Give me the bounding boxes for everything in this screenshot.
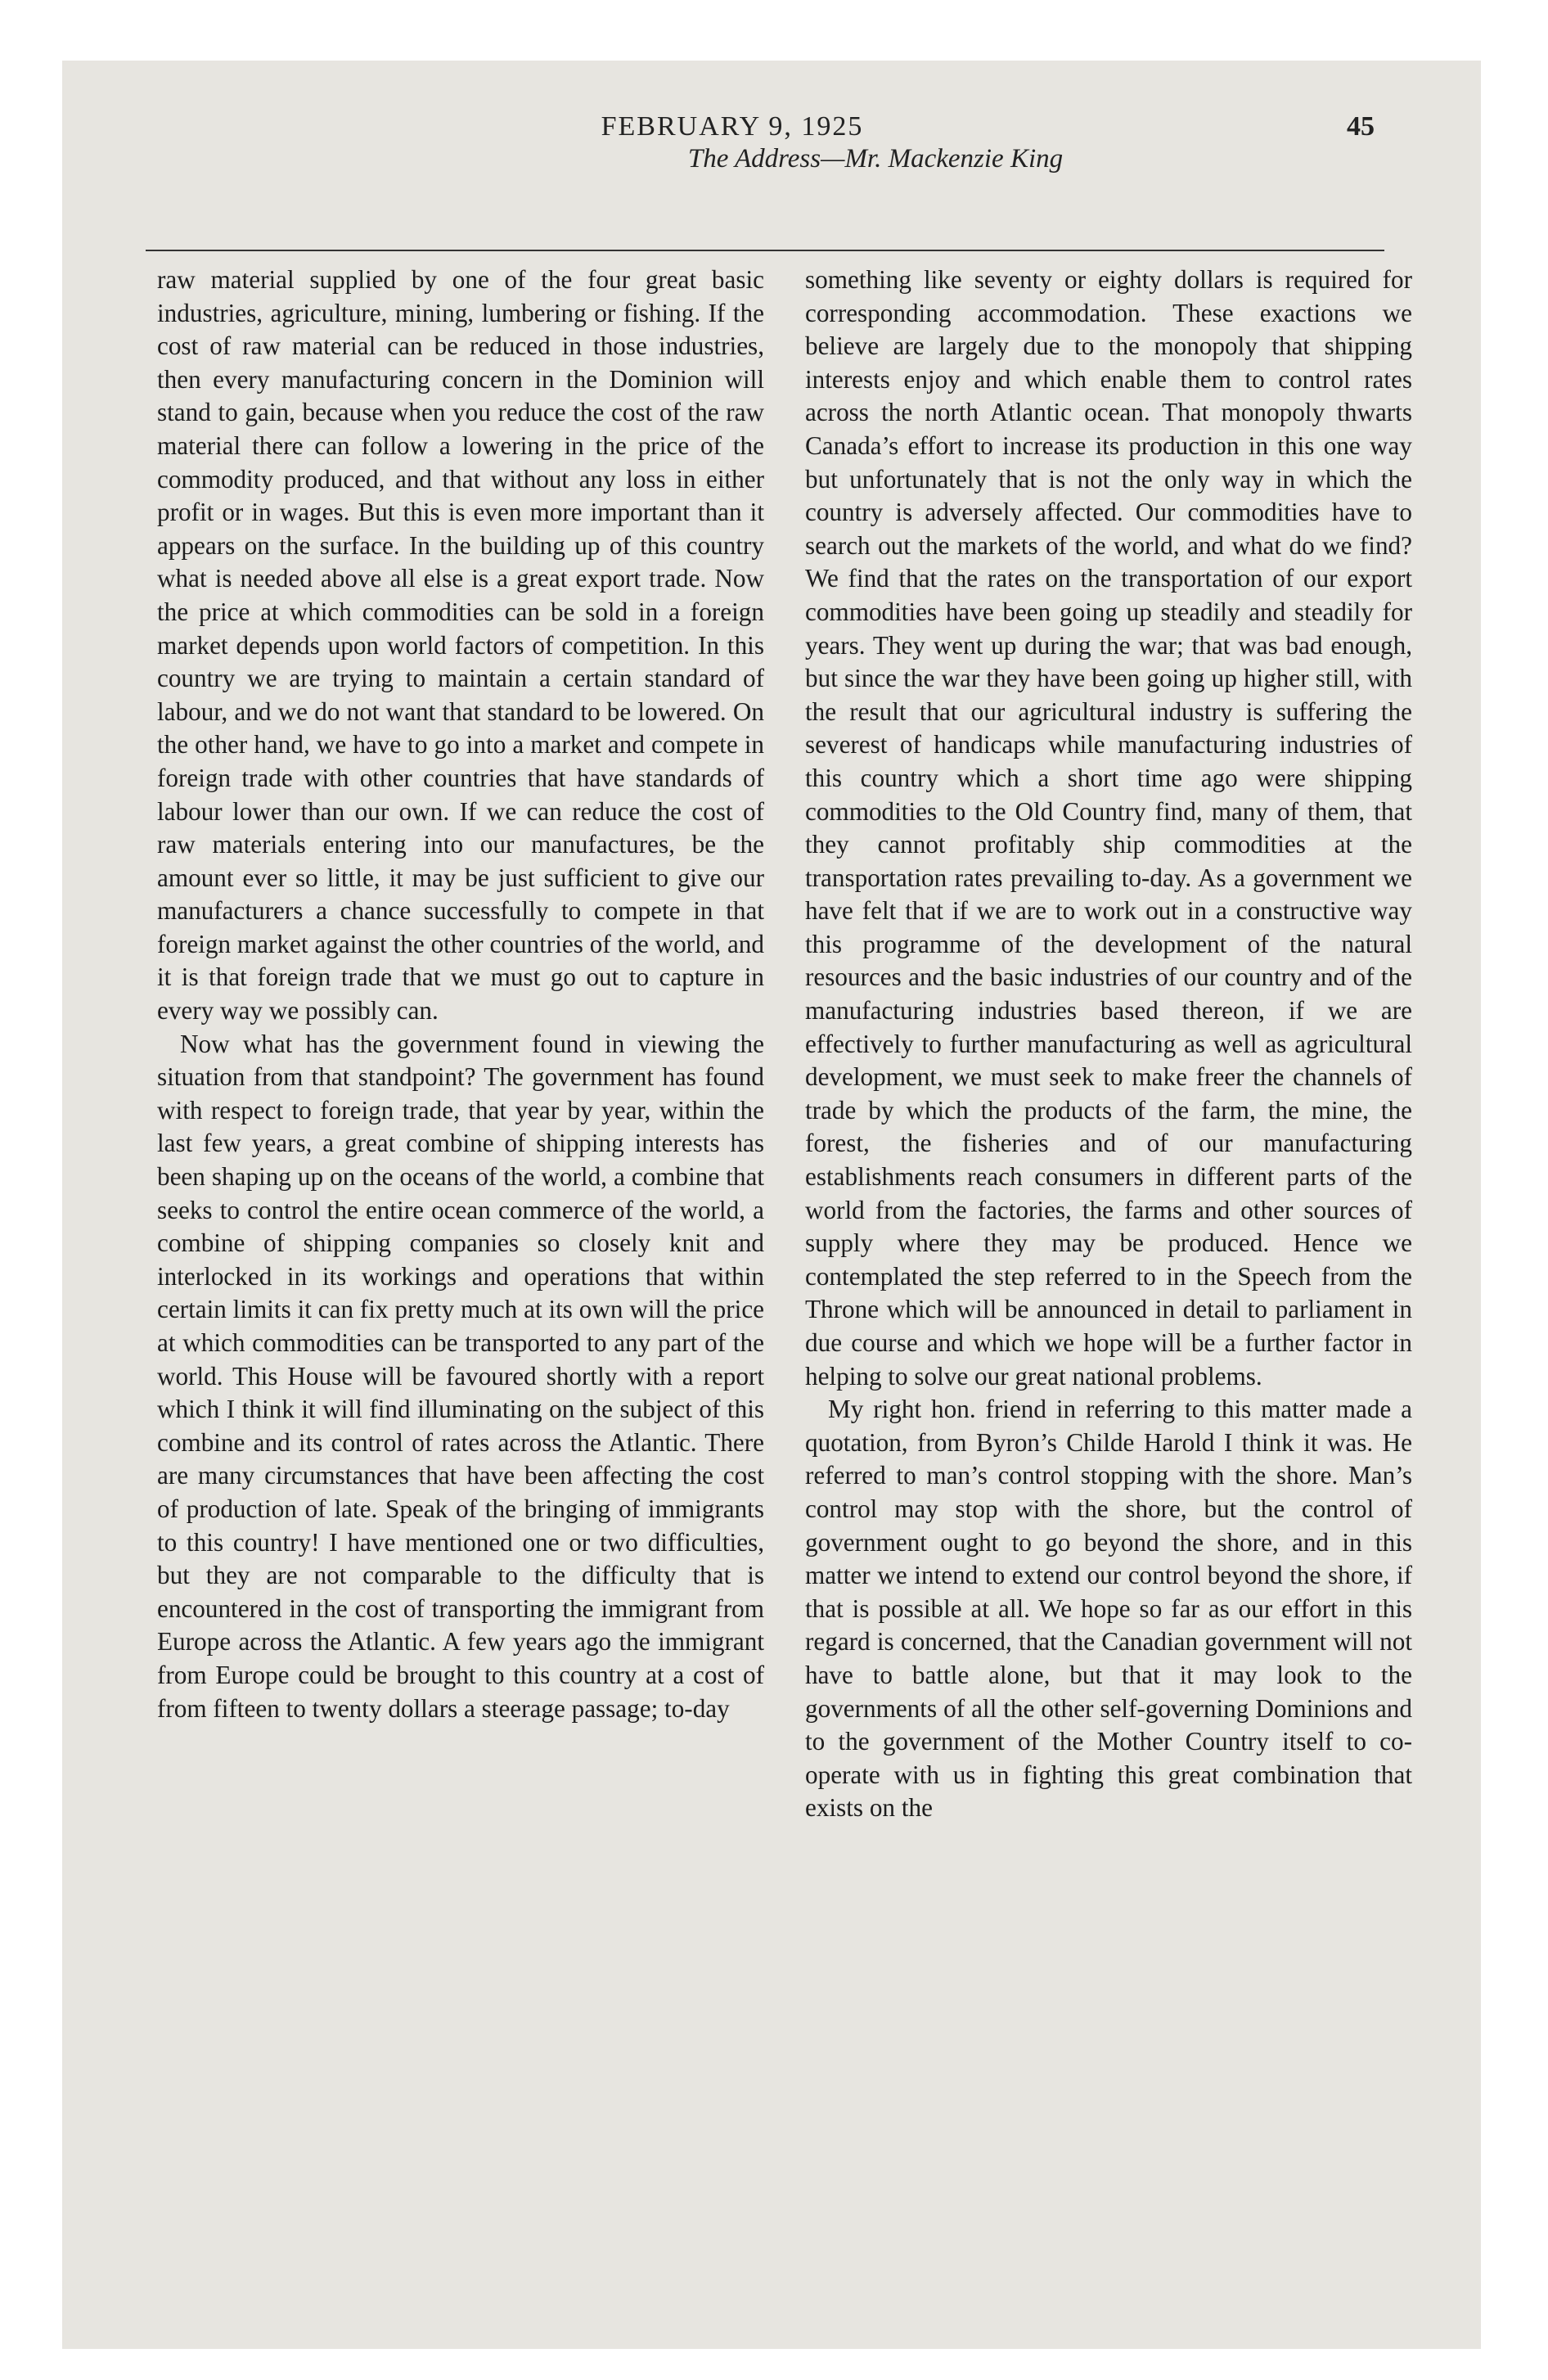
page-number: 45 xyxy=(1347,111,1375,142)
left-column xyxy=(157,264,764,1725)
header-date: FEBRUARY 9, 1925 xyxy=(601,111,864,142)
right-paragraph-1: something like seventy or eighty dollars is required for corresponding accommodation. These exactions we believe are largely due to the monopoly that shipping interests enjoy and which enable them to control rates across the north Atlantic ocean. That monopoly thwarts Canada’s effort to increase its production in this one way but unfortunately that is not the only way in which the country is adversely affected. Our commodities have to search out the markets of the world, and what do we find? We find that the rates on the transportation of our export commodities have been going up steadily and steadily for years. They went up during the war; that was bad enough, but since the war they have been going up higher still, with the result that our agricultural industry is suffering the severest of handicaps while manufacturing industries of this country which a short time ago were shipping commodities to the Old Country find, many of them, that they cannot profitably ship commodities at the transportation rates prevailing to-day. As a government we have felt that if we are to work out in a constructive way this programme of the development of the natural resources and the basic industries of our country and of the manufacturing industries based thereon, if we are effectively to further manufacturing as well as agricultural development, we must seek to make freer the channels of trade by which the products of the farm, the mine, the forest, the fisheries and of our manufacturing establishments reach consumers in different parts of the world from the factories, the farms and other sources of supply where they may be produced. Hence we contemplated the step referred to in the Speech from the Throne which will be announced in detail to parliament in due course and which we hope will be a further factor in helping to solve our great national problems. xyxy=(805,265,1412,1391)
right-paragraph-2: My right hon. friend in referring to this matter made a quotation, from Byron’s Childe Harold I think it was. He referred to man’s control stopping with the shore. Man’s control may stop with the shore, but the control of government ought to go beyond the shore, and in this matter we intend to extend our control beyond the shore, if that is possible at all. We hope so far as our effort in this regard is concerned, that the Canadian government will not have to battle alone, but that it may look to the governments of all the other self-governing Dominions and to the government of the Mother Country itself to co-operate with us in fighting this great combination that exists on the xyxy=(805,1395,1412,1823)
right-column xyxy=(805,264,1412,1825)
left-paragraph-1: raw material supplied by one of the four great basic industries, agriculture, mining, lumbering or fishing. If the cost of raw material can be reduced in those industries, then every manufacturing concern in the Dominion will stand to gain, because when you reduce the cost of the raw material there can follow a lowering in the price of the commodity produced, and that without any loss in either profit or in wages. But this is even more important than it appears on the surface. In the building up of this country what is needed above all else is a great export trade. Now the price at which commodities can be sold in a foreign market depends upon world factors of competition. In this country we are trying to maintain a certain standard of labour, and we do not want that standard to be lowered. On the other hand, we have to go into a market and compete in foreign trade with other countries that have standards of labour lower than our own. If we can reduce the cost of raw materials entering into our manufactures, be the amount ever so little, it may be just sufficient to give our manufacturers a chance successfully to compete in that foreign market against the other countries of the world, and it is that foreign trade that we must go out to capture in every way we possibly can. xyxy=(157,265,764,1025)
running-subheading: The Address—Mr. Mackenzie King xyxy=(687,144,1064,174)
left-paragraph-2: Now what has the government found in viewing the situation from that standpoint? The government has found with respect to foreign trade, that year by year, within the last few years, a great combine of shipping interests has been shaping up on the oceans of the world, a combine that seeks to control the entire ocean commerce of the world, a combine of shipping companies so closely knit and interlocked in its workings and operations that within certain limits it can fix pretty much at its own will the price at which commodities can be transported to any part of the world. This House will be favoured shortly with a report which I think it will find illuminating on the subject of this combine and its control of rates across the Atlantic. There are many circumstances that have been affecting the cost of production of late. Speak of the bringing of immigrants to this country! I have mentioned one or two difficulties, but they are not comparable to the difficulty that is encountered in the cost of transporting the immigrant from Europe across the Atlantic. A few years ago the immigrant from Europe could be brought to this country at a cost of from fifteen to twenty dollars a steerage passage; to-day xyxy=(157,1029,764,1723)
header-rule xyxy=(146,250,1384,251)
